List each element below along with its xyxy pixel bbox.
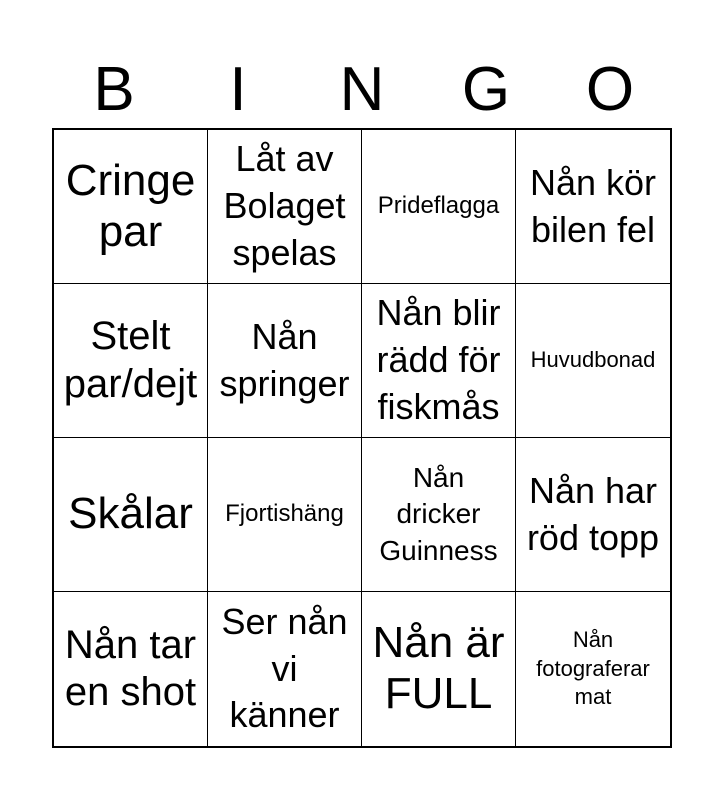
bingo-cell[interactable]	[208, 284, 362, 438]
bingo-cell[interactable]	[54, 284, 208, 438]
bingo-header	[52, 52, 672, 128]
cell-text: Låt av Bolaget spelas	[223, 138, 346, 273]
cell-text: Nån kör bilen fel	[529, 161, 657, 250]
header-letter-n: N	[339, 55, 385, 124]
cell-text: Nån springer	[219, 315, 350, 404]
cell-text: Skålar	[68, 489, 193, 539]
bingo-cell[interactable]	[54, 438, 208, 592]
cell-text: Fjortishäng	[225, 500, 344, 528]
bingo-cell[interactable]	[516, 438, 670, 592]
bingo-cell[interactable]	[208, 130, 362, 284]
cell-text: Nån har röd topp	[526, 469, 660, 558]
header-letter-b: B	[93, 55, 135, 124]
bingo-grid	[52, 128, 672, 748]
cell-text: Nån blir rädd för fiskmås	[376, 292, 501, 427]
cell-text: Nån tar en shot	[64, 622, 197, 714]
bingo-cell[interactable]	[362, 284, 516, 438]
bingo-cell[interactable]	[362, 130, 516, 284]
bingo-cell[interactable]	[516, 130, 670, 284]
bingo-cell[interactable]	[362, 438, 516, 592]
bingo-cell[interactable]	[362, 592, 516, 746]
bingo-cell[interactable]	[208, 438, 362, 592]
header-letter-i: I	[229, 55, 247, 124]
cell-text: Nån är FULL	[372, 618, 505, 718]
cell-text: Stelt par/dejt	[63, 314, 198, 406]
cell-text: Nån dricker Guinness	[379, 461, 498, 566]
header-letter-o: O	[585, 55, 635, 124]
cell-text: Nån fotograferar mat	[536, 627, 650, 710]
cell-text: Huvudbonad	[530, 347, 656, 373]
bingo-cell[interactable]	[516, 592, 670, 746]
bingo-cell[interactable]	[208, 592, 362, 746]
cell-text: Cringe par	[65, 155, 196, 256]
bingo-cell[interactable]	[54, 130, 208, 284]
cell-text: Ser nån vi känner	[221, 600, 348, 736]
cell-text: Prideflagga	[377, 192, 500, 220]
header-letter-g: G	[461, 55, 511, 124]
bingo-cell[interactable]	[516, 284, 670, 438]
bingo-cell[interactable]	[54, 592, 208, 746]
